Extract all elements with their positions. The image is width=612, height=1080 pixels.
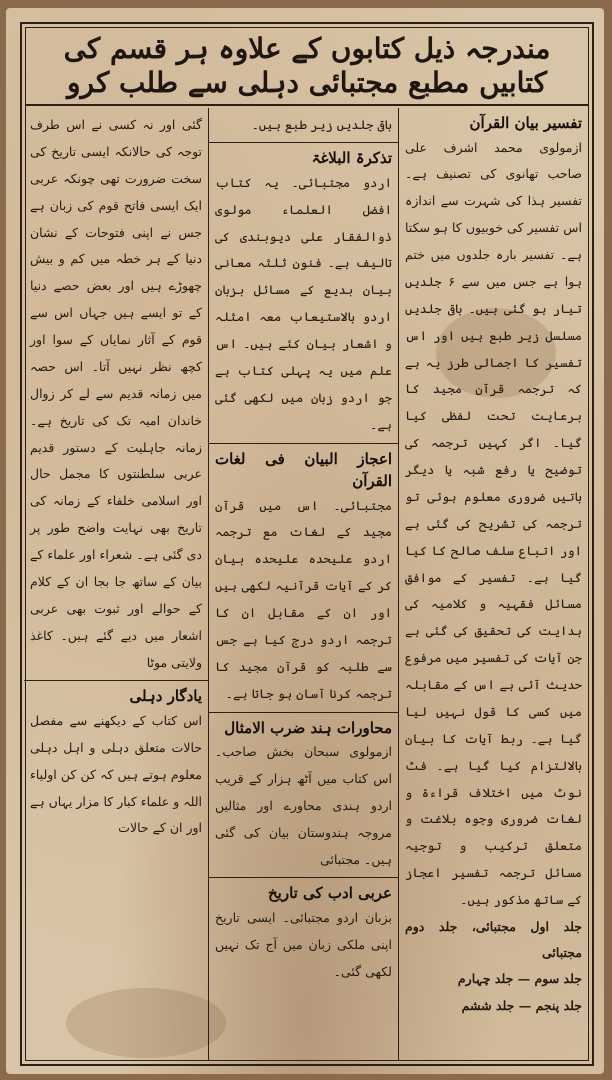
columns <box>26 108 588 1060</box>
page-inner-border <box>25 27 589 1061</box>
tafsir-title: تفسیر بیان القرآن <box>469 114 582 132</box>
left-column <box>24 108 208 1060</box>
book-title: یادگار دہلی <box>129 687 202 706</box>
book-description: اس کتاب کے دیکھنے سے مفصل حالات متعلق دہلی و اہل دہلی معلوم ہوتے ہیں کہ کن کن اولیاء اللہ و علماء کبار کا مزار یہاں ہے اور ان کے حالات <box>30 712 202 836</box>
volume-line: جلد سوم — جلد چہارم <box>457 971 582 987</box>
page-header <box>26 28 588 106</box>
book-entry <box>209 443 398 712</box>
middle-top-note <box>209 108 398 142</box>
book-title: محاورات ہند ضرب الامثال <box>224 718 392 737</box>
page-border <box>20 22 594 1066</box>
book-entry <box>209 712 398 878</box>
book-entry <box>24 680 208 846</box>
header-title: مندرجہ ذیل کتابوں کے علاوہ ہر قسم کی کتابیں مطبع مجتبائی دہلی سے طلب کرو <box>63 32 551 99</box>
book-description: مجتبائی۔ اس میں قرآن مجید کے لغات مع ترجمہ اردو علیحدہ علیحدہ بیان کر کے آیات قرآنیہ لکھی ہیں اور ان کے مقابل ان کا ترجمہ اردو درج کیا ہے جس سے طلبہ کو قرآن مجید کا ترجمہ کرنا آسان ہو جاتا ہے۔ <box>215 497 392 701</box>
right-column <box>398 108 588 1060</box>
book-entry <box>209 877 398 989</box>
tafsir-body: ازمولوی محمد اشرف علی صاحب تھانوی کی تصنیف ہے۔ تفسیر ہذا کی شہرت سے اندازہ اس تفسیر کی خوبیوں کا ہو سکتا ہے۔ تفسیر بارہ جلدوں میں ختم ہوا ہے جس میں سے ۶ جلدیں تیار ہو گئی ہیں۔ باقی جلدیں مسلسل زیر طبع ہیں اور اس تفسیر کا اجمالی طرز یہ ہے کہ ترجمہ قرآن مجید کا برعایت تحت لفظی کیا گیا۔ اگر کہیں ترجمہ کی توضیح یا رفع شبہ یا دیگر باتیں ضروری معلوم ہوئی تو ترجمہ کی تشریح کی گئی ہے اور اتباع سلف صالح کا کیا گیا ہے۔ تفسیر کے موافق مسائل فقہیہ و کلامیہ کی ہدایت کی تحقیق کی گئی ہے جن آیات کی تفسیر میں مرفوع حدیث آئی ہے اس کے مقابلہ میں کسی کا قول نہیں لیا گیا ہے۔ ربط آیات کا بیان بالالتزام کیا گیا ہے۔ فٹ نوٹ میں اختلاف قراءۃ و لغات ضروری وجوہ بلاغت و متعلق ترکیب و توجیہ مسائل ترجمہ تفسیر اعجاز کے ساتھ مذکور ہیں۔ <box>405 139 582 907</box>
book-title: عربی ادب کی تاریخ <box>267 884 392 903</box>
scanned-page <box>6 8 604 1074</box>
volume-line: جلد پنجم — جلد ششم <box>461 997 582 1013</box>
book-title: اعجاز البیان فی لغات القرآن <box>215 449 392 490</box>
arabic-history-continued <box>24 108 208 680</box>
book-description: اردو مجتبائی۔ یہ کتاب افضل العلماء مولوی ذوالفقار علی دیوبندی کی تالیف ہے۔ فنون ثلثہ معانی بیان بدیع کے مسائل بزبان اردو بالاستیعاب معہ امثلہ و اشعار بیان کئے ہیں۔ اس علم میں یہ پہلی کتاب ہے جو اردو زبان میں لکھی گئی ہے۔ <box>215 174 392 432</box>
book-entry <box>209 142 398 442</box>
book-title: تذکرۃ البلاغۃ <box>311 149 392 168</box>
remaining-volumes-note: باقی جلدیں زیر طبع ہیں۔ <box>251 117 392 132</box>
volume-line: جلد اول مجتبائی، جلد دوم مجتبائی <box>405 918 582 961</box>
book-description: بزبان اردو مجتبائی۔ ایسی تاریخ اپنی ملکی زبان میں آج تک نہیں لکھی گئی۔ <box>215 909 392 979</box>
middle-column <box>208 108 398 1060</box>
book-description: گئی اور نہ کسی نے اس طرف توجہ کی حالانکہ ایسی تاریخ کی سخت ضرورت تھی چونکہ عربی ایک ایسی فاتح قوم کی زبان ہے جس نے اپنی فتوحات کے نشان دنیا کے ہر خطہ میں کم و بیش چھوڑے ہیں اور بعض حصے دنیا کے تو ایسے ہیں جہاں اس سے قوم کے آثار نمایاں کے سوا اور کچھ نظر نہیں آتا۔ اس حصہ میں زمانہ قدیم سے لے کر زوال خاندان امیہ تک کی تاریخ ہے۔ زمانہ جاہلیت کے دستور قدیم عربی سلطنتوں کا مجمل حال اور اسلامی خلفاء کے زمانہ کی تاریخ بھی نہایت واضح طور پر دی گئی ہے۔ شعراء اور علماء کے بیان کے ساتھ جا بجا ان کے کلام کے حوالے اور ثبوت بھی عربی اشعار میں دیے گئے ہیں۔ کاغذ ولایتی موٹا <box>30 117 202 670</box>
book-description: ازمولوی سبحان بخش صاحب۔ اس کتاب میں آٹھ ہزار کے قریب اردو ہندی محاورے اور مثالیں مروجہ ہندوستان بیان کی گئی ہیں۔ مجتبائی <box>215 744 392 867</box>
